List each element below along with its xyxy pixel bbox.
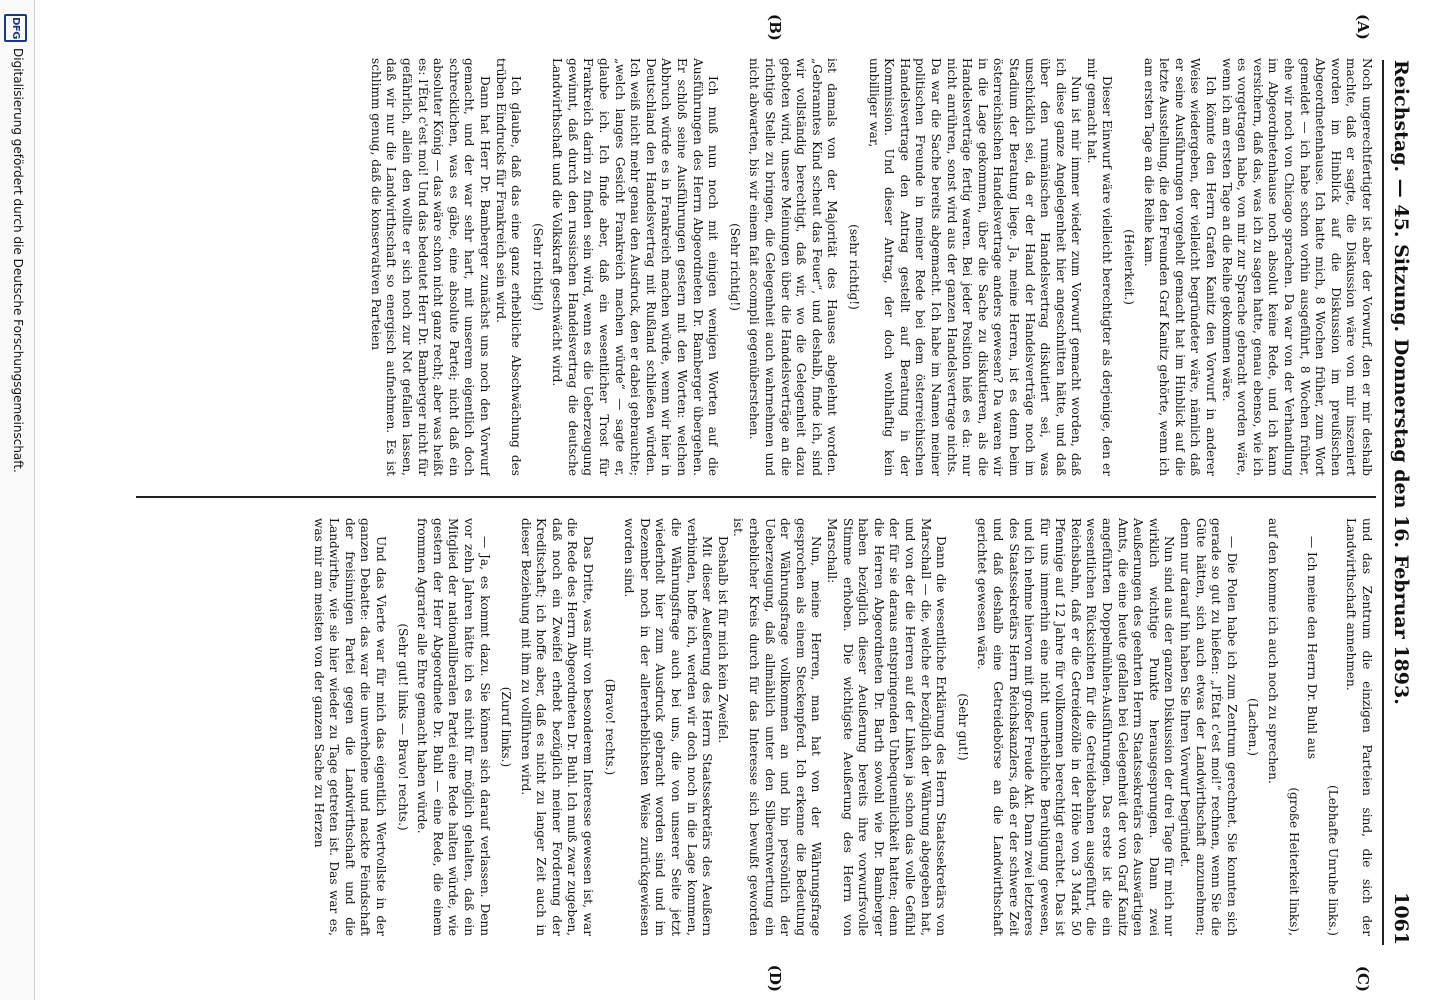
quoted-paragraph: Deshalb ist für mich kein Zweifel. [715, 536, 730, 744]
paragraph: Dieser Einwurf wäre vielleicht berechtigter als derjenige, den er mir gemacht hat. [1084, 58, 1115, 476]
interjection: (Zuruf links.) [499, 686, 514, 768]
paragraph: Ich glaube, daß das eine ganz erhebliche Abschwächung des trüben Eindrucks für Frankreich sein wird. [493, 58, 524, 476]
paragraph: Mit dieser Aeußerung des Herrn Staatssekretärs des Aeußern verbinden, hoffe ich, werden wir doch noch in die Lage kommen, die Währungsfrage auch bei uns, die von unserer Seite jetzt wiederholt hier zum Ausdruck gebracht worden sind und im Dezember noch in der allererheblichsten Weise zurückgewiesen worden sind. [622, 518, 715, 936]
paragraph: Dann die wesentliche Erklärung des Herrn Staatssekretärs von Marschall — die, welche er bezüglich der Währung abgegeben hat, und von der die Herren auf der Linken ja schon das volle Gefühl der für sie daraus entspringenden Unbequemlichkeit hatten; denn die Herren Abgeordneten Dr. Barth sowohl wie Dr. Bamberger haben bezüglich dieser Aeußerung bereits ihre vorwurfsvolle Stimme erhoben. Die wichtigste Aeußerung des Herrn von Marschall: [825, 518, 949, 936]
paragraph: auf den komme ich auch noch zu sprechen. [1266, 518, 1281, 784]
dfg-logo-icon: DFG [4, 14, 27, 42]
page-number: 1061 [1390, 892, 1412, 945]
paragraph: — Ja, es kommt dazu. Sie können sich darauf verlassen. Denn vor zehn Jahren hätte ich es nicht für möglich gehalten, daß ein Mitglied der nationalliberalen Partei eine Rede halten würde, wie gestern der Herr Abgeordnete Dr. Buhl — eine Rede, die einem frommen Agrarier alle Ehre gemacht haben würde. [415, 518, 492, 936]
margin-mark-b: (B) [766, 14, 784, 41]
paragraph: — Die Polen habe ich zum Zentrum gerechnet. Sie konnten sich gerade so gut zu hießen: „l'État c'est moi!“ rechnen, wenn Sie die Güte hätten, sich auch etwas der Landwirthschaft anzunehmen; denn nur darauf hin haben Sie Ihren Vorwurf begründet. [1178, 518, 1239, 936]
column-divider [136, 496, 1376, 498]
interjection: (sehr richtig!) [847, 224, 861, 310]
interjection: (Sehr gut!) [955, 693, 970, 761]
interjection: (große Heiterkeit links), [1286, 787, 1301, 936]
right-column [74, 518, 1374, 936]
interjection: (Sehr richtig!) [530, 223, 545, 311]
paragraph: Dann hat Herr Dr. Bamberger zunächst uns noch den Vorwurf gemacht, und der war sehr hart, mit unserem eigentlich doch schrecklichen, was es gäbe, eine absolute Partei; nicht daß ein absoluter König — das wäre schon nicht ganz recht; aber was heißt es: l'État c'est moi! Und das bedeutet Herr Dr. Bamberger nicht für gefährlich, allein den wollte er sich noch zur Not gefallen lassen, daß wir nur die Landwirthschaft so energisch aufnehmen. Es ist schlimm genug, daß die konservativen Parteien [368, 58, 492, 476]
left-column [74, 58, 1374, 476]
paragraph: Ich könnte den Herrn Grafen Kanitz den Vorwurf in anderer Weise wiedergeben, der vielleicht begründeter wäre, nämlich daß er seine Ausführungen vorgeholt gemacht hat im Hinblick auf die letzte Ausstellung, die den Freunden Graf Kanitz gehörte, wenn ich am ersten Tage an die Reihe kam. [1141, 58, 1219, 476]
margin-mark-a: (A) [1354, 14, 1372, 40]
paragraph: Das Dritte, was mir von besonderem Interesse gewesen ist, war die Rede des Herrn Abgeordneten Dr. Buhl. Ich muß zwar zugeben, daß noch ein Zweifel erhebt bezüglich meiner Forderung der Kreditschaft; ich hoffe aber, daß es nicht zu langer Zeit auch in dieser Beziehung mit ihm zu vollführen wird. [518, 518, 596, 936]
interjection: (Bravo! rechts.) [602, 678, 617, 776]
quoted-paragraph: Nun, meine Herren, man hat von der Währungsfrage gesprochen als einem Steckenpferd. Ich erkenne die Bedeutung der Währungsfrage vollkommen an und bin persönlich der Ueberzeugung, daß allmählich unter den Silberentwertung ein erheblicher Kreis durch für das Interesse sich bewußt geworden ist. [731, 518, 824, 936]
paragraph: — Ich meine den Herrn Dr. Buhl aus [1305, 536, 1320, 760]
paragraph: ist damals von der Majorität des Hauses abgelehnt worden. „Gebranntes Kind scheut das Feuer“, und deshalb, finde ich, sind wir vollständig berechtigt, daß wir, wo die Gelegenheit dazu geboten wird, unsere Meinungen über die Handelsverträge an die richtige Stelle zu bringen, die Gelegenheit auch wahrnehmen und nicht abwarten, bis wir einem fait accompli gegenüberstehen. [747, 58, 840, 476]
interjection: (Sehr richtig!) [727, 223, 742, 311]
margin-mark-d: (D) [766, 964, 784, 992]
interjection: (Sehr gut! links — Bravo! rechts.) [395, 623, 410, 831]
header-title: Reichstag. — 45. Sitzung. Donnerstag den 16. Februar 1893. [1390, 60, 1412, 705]
running-header [1382, 60, 1414, 945]
interjection: (Lachen.) [1246, 697, 1261, 757]
paragraph: Noch ungerechtfertigter ist aber der Vorwurf, den er mir deshalb machte, daß er sagte, die Diskussion wäre von mir inszeniert worden im Hinblick auf die Diskussion im preußischen Abgeordnetenhause. Ich hatte mich, 8 Wochen früher, zum Wort gemeldet — ich habe schon vorhin ausgeführt, 8 Wochen früher, ehe wir noch von Chicago sprachen. Da war von der Verhandlung im Abgeordnetenhause noch absolut keine Rede, und ich kann versichern, daß das, was ich zu sagen hatte, genau ebenso, wie ich es vorgetragen habe, von mir zur Sprache gebracht worden wäre, wenn ich am ersten Tage an die Reihe gekommen wäre. [1219, 58, 1374, 476]
paragraph: Und das Vierte war für mich das eigentlich Wertvollste in der ganzen Debatte: das war die unverholene und nackte Feindschaft der freisinnigen Partei gegen die Landwirthschaft und die Landwirthe, wie sie hier wieder zu Tage getreten ist. Das war es, was mir am meisten von der ganzen Sache zu Herzen [311, 518, 388, 936]
paragraph: Nun ist mir immer wieder zum Vorwurf gemacht worden, daß ich diese ganze Angelegenheit hier angeschnitten hätte, und daß über den rumänischen Handelsvertrag diskutiert sei, was unschicklich sei, da er der Hand der Handelsverträge noch im Stadium der Beratung liege. Ja, meine Herren, ist es denn beim österreichischen Handelsvertrage anders gewesen? Da waren wir in die Lage gekommen, über die Sache zu diskutieren, als die Handelsverträge fertig waren. Bei jeder Position hieß es da: nur nicht anrühren, sonst wird aus der ganzen Handelsvertrage nichts. Da war die Sache bereits abgemacht. Ich habe im Namen meiner politischen Freunde in meiner Rede bei dem österreichischen Handelsvertrage den Antrag gestellt auf Beratung in der Kommission. Und dieser Antrag, der doch wohlhaftig kein unbilliger war, [866, 58, 1084, 476]
paragraph: und das Zentrum die einzigen Parteien sind, die sich der Landwirthschaft annehmen. [1344, 518, 1374, 936]
paragraph: Ich muß nun noch mit einigen wenigen Worten auf die Ausführungen des Herrn Abgeordneten Dr. Bamberger übergehen. Er schloß seine Ausführungen gestern mit den Worten: welchen Abbruch würde es in Frankreich machen würde, wenn wir hier in Deutschland den Handelsvertrag mit Rußland schließen würden. Ich weiß nicht mehr genau den Ausdruck, den er dabei gebrauchte; „welch langes Gesicht Frankreich machen würde“ — sagte er, glaube ich. Ich finde aber, daß ein wesentlicher Trost für Frankreich darin zu finden sein wird, wenn es die Ueberzeugung gewinnt, daß durch den russischen Handelsvertrag die deutsche Landwirthschaft und die Volkskraft geschwächt wird. [550, 58, 721, 476]
paragraph: Nun sind aus der ganzen Diskussion der drei Tage für mich nur wirklich wichtige Punkte herausgesprungen. Dann zwei Aeußerungen des geehrten Herrn Staatssekretärs des Auswärtigen Amts, die eine heute gefallen bei Gelegenheit der von Graf Kanitz angeführten Doppelmühlen-Ausführungen. Das erste ist die ein wesentlichen Rücksichten für die Getreidebahnen ausgeführt, die Reichsbahn, daß er die Getreidezölle in der Höhe von 3 Mark 50 Pfennige auf 12 Jahre für vollkommen berechtigt erachtet. Das ist für uns immerhin eine nicht unerhebliche Beruhigung gewesen, und ich nehme hiervon mit großer Freude Akt. Dann zwei letzteres des Staatssekretärs Herrn Reichskanzlers, daß er der schwere Zeit und daß deshalb eine Getreidebörse an die Landwirthschaft gerichtet gewesen wäre. [975, 518, 1177, 936]
funding-notice: Digitalisierung gefördert durch die Deutsche Forschungsgemeinschaft. [11, 48, 25, 473]
margin-mark-c: (C) [1354, 965, 1372, 992]
digitization-footer [0, 0, 35, 1000]
interjection: (Lebhafte Unruhe links.) [1325, 785, 1340, 936]
interjection: (Heiterkeit.) [1122, 229, 1137, 305]
